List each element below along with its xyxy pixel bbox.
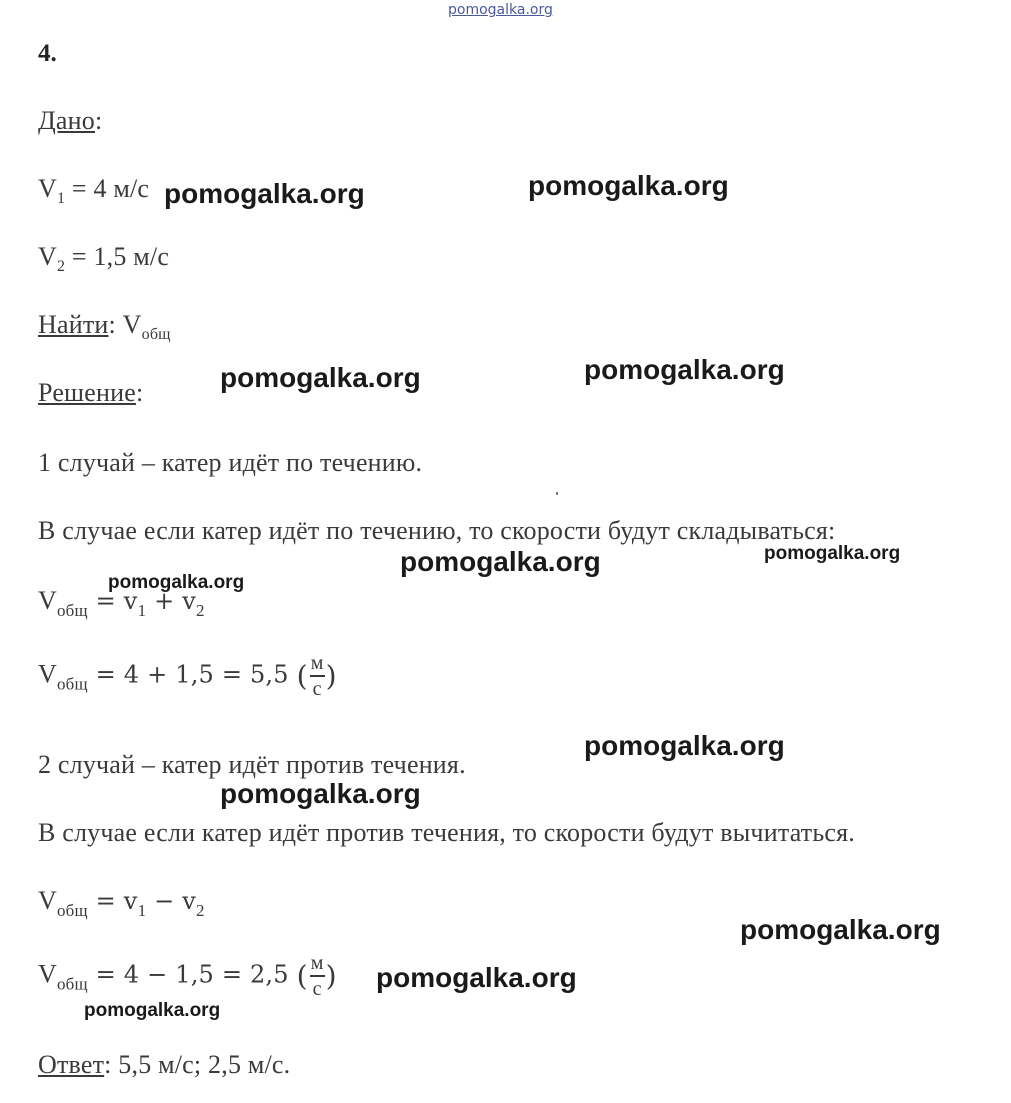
answer-line	[38, 1050, 290, 1080]
v1-subscript: 1	[56, 190, 66, 207]
unit-fraction	[309, 953, 326, 999]
watermark: pomogalka.org	[108, 572, 245, 593]
find-label: Найти	[38, 310, 109, 339]
v2-symbol: V	[38, 242, 57, 271]
task-number: 4.	[38, 40, 57, 67]
v1-symbol: V	[38, 174, 57, 203]
answer-colon: :	[104, 1050, 112, 1079]
given-colon: :	[95, 106, 103, 135]
v2-subscript: 2	[56, 258, 66, 275]
solution-label: Решение	[38, 378, 136, 407]
paren-open: (	[296, 659, 308, 693]
lhs-symbol: V	[38, 659, 57, 689]
watermark: pomogalka.org	[584, 730, 785, 761]
watermark: pomogalka.org	[376, 962, 577, 993]
given-heading	[38, 106, 102, 136]
watermark: pomogalka.org	[740, 914, 941, 945]
lhs-subscript: общ	[56, 601, 88, 620]
watermark: pomogalka.org	[764, 543, 901, 564]
watermark: pomogalka.org	[528, 170, 729, 201]
answer-text: 5,5 м/с; 2,5 м/с.	[111, 1050, 291, 1079]
unit-numerator: м	[310, 952, 324, 974]
fraction-bar	[310, 975, 325, 977]
unit-fraction	[309, 653, 326, 699]
formula-term: = v	[87, 887, 138, 915]
paren-open: (	[296, 959, 308, 993]
lhs-subscript: общ	[56, 974, 88, 994]
case1-title: 1 случай – катер идёт по течению.	[38, 448, 423, 477]
stray-dot	[556, 492, 558, 495]
solution-heading	[38, 378, 143, 408]
calc-expression: = 4 − 1,5 = 2,5	[87, 960, 297, 989]
case2-formula	[38, 886, 205, 921]
fraction-bar	[310, 675, 325, 677]
watermark: pomogalka.org	[400, 546, 601, 577]
paren-close: )	[325, 659, 337, 693]
term-subscript: 1	[137, 601, 147, 620]
lhs-symbol: V	[38, 586, 57, 615]
case2-calc	[38, 953, 337, 999]
term-subscript: 1	[137, 901, 147, 920]
watermark: pomogalka.org	[584, 354, 785, 385]
find-colon: :	[108, 310, 116, 339]
paren-close: )	[325, 959, 337, 993]
calc-expression: = 4 + 1,5 = 5,5	[87, 660, 297, 689]
watermark: pomogalka.org	[164, 178, 365, 209]
find-symbol: V	[115, 310, 142, 339]
unit-denominator: с	[312, 677, 322, 700]
solution-colon: :	[136, 378, 144, 407]
case1-calc	[38, 653, 337, 699]
watermark: pomogalka.org	[220, 362, 421, 393]
formula-term: − v	[146, 887, 196, 915]
lhs-subscript: общ	[56, 674, 88, 694]
formula-term: = v	[87, 587, 138, 615]
lhs-symbol: V	[38, 886, 57, 915]
v1-value: = 4 м/с	[65, 174, 150, 203]
lhs-symbol: V	[38, 959, 57, 989]
find-line	[38, 310, 171, 344]
v2-value: = 1,5 м/с	[65, 242, 170, 271]
watermark: pomogalka.org	[220, 778, 421, 809]
given-v1	[38, 174, 149, 208]
given-label: Дано	[38, 106, 95, 135]
case2-title: 2 случай – катер идёт против течения.	[38, 750, 466, 779]
unit-numerator: м	[310, 652, 324, 674]
watermark: pomogalka.org	[84, 1000, 221, 1021]
case2-text: В случае если катер идёт против течения, то скорости будут вычитаться.	[38, 818, 855, 847]
find-subscript: общ	[141, 326, 171, 343]
lhs-subscript: общ	[56, 901, 88, 920]
case1-text: В случае если катер идёт по течению, то скорости будут складываться:	[38, 516, 836, 545]
given-v2	[38, 242, 169, 276]
term-subscript: 2	[196, 901, 205, 920]
unit-denominator: с	[312, 977, 322, 1000]
formula-term: + v	[146, 587, 196, 615]
header-site-link[interactable]: pomogalka.org	[448, 2, 553, 18]
answer-label: Ответ	[38, 1050, 105, 1079]
term-subscript: 2	[196, 601, 205, 620]
